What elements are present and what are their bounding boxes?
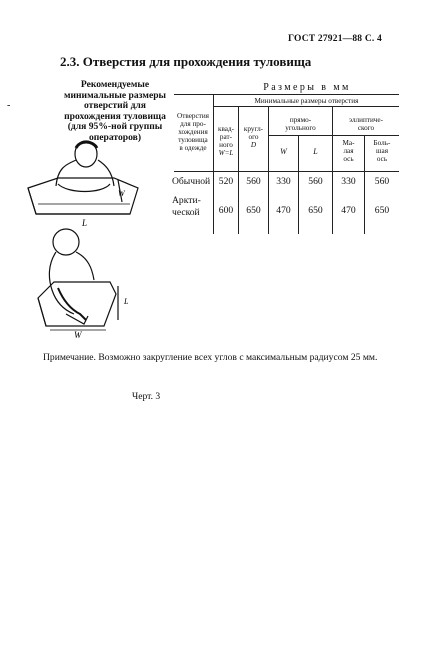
sidebar-caption [40, 80, 190, 144]
section-title: 2.3. Отверстия для прохождения туловища [60, 54, 312, 69]
table-cell: 650 [374, 205, 390, 216]
stray-mark: ‐ [7, 100, 11, 111]
table-caption: Размеры в мм [263, 82, 351, 93]
row-name: Аркти- ческой [172, 195, 201, 218]
group-header: Минимальные размеры отверстия [254, 97, 359, 105]
sidebar-line: минимальные размеры [63, 89, 167, 101]
table-rule-top [174, 94, 399, 95]
sub-l-header: L [313, 147, 318, 156]
table-cell: 600 [218, 205, 234, 216]
label-l-upper: L [82, 218, 88, 228]
sidebar-line: отверстий для [83, 100, 146, 112]
row-header: Отверстия для про- хождения туловища в одежде [177, 112, 209, 152]
table-cell: 330 [276, 176, 291, 187]
page-header: ГОСТ 27921—88 С. 4 [288, 34, 382, 44]
label-w-upper: W [118, 189, 125, 198]
col-rect-header: прямо- угольного [285, 116, 316, 132]
table-cell: 330 [341, 176, 356, 187]
illustration-upper [18, 140, 144, 236]
table-cell: 650 [246, 205, 261, 216]
col-square-header: квад- рат- ного W=L [217, 125, 235, 157]
table-cell: 470 [341, 205, 356, 216]
figure-caption: Черт. 3 [132, 391, 161, 402]
illustration-lower [28, 228, 148, 340]
table-rule-group [213, 106, 399, 107]
table-cell: 470 [276, 205, 291, 216]
sidebar-line: прохождения туловища [64, 110, 166, 122]
table-cell: 560 [308, 176, 323, 187]
table-rule-header-bottom [174, 171, 399, 172]
table-cell: 520 [218, 176, 234, 187]
table-cell: 650 [308, 205, 323, 216]
label-l-lower: L [124, 297, 129, 306]
table-cell: 560 [246, 176, 261, 187]
col-ellipse-header: эллиптиче- ского [348, 116, 383, 132]
table-rule-sub [268, 135, 399, 136]
sidebar-line: Рекомендуемые [80, 79, 150, 90]
label-w-lower: W [74, 330, 82, 340]
sidebar-line: (для 95%-ной группы [67, 121, 163, 133]
col-round-header: кругл- ого D [243, 125, 264, 149]
sub-w-header: W [280, 147, 287, 156]
sub-big-axis-header: Боль- шая ось [373, 139, 391, 163]
sub-small-axis-header: Ма- лая ось [342, 139, 355, 163]
table-note: Примечание. Возможно закругление всех углов с максимальным радиусом 25 мм. [43, 352, 378, 363]
table-cell: 560 [374, 176, 390, 187]
row-name: Обычной [172, 176, 211, 187]
sidebar-line: операторов) [88, 131, 142, 143]
